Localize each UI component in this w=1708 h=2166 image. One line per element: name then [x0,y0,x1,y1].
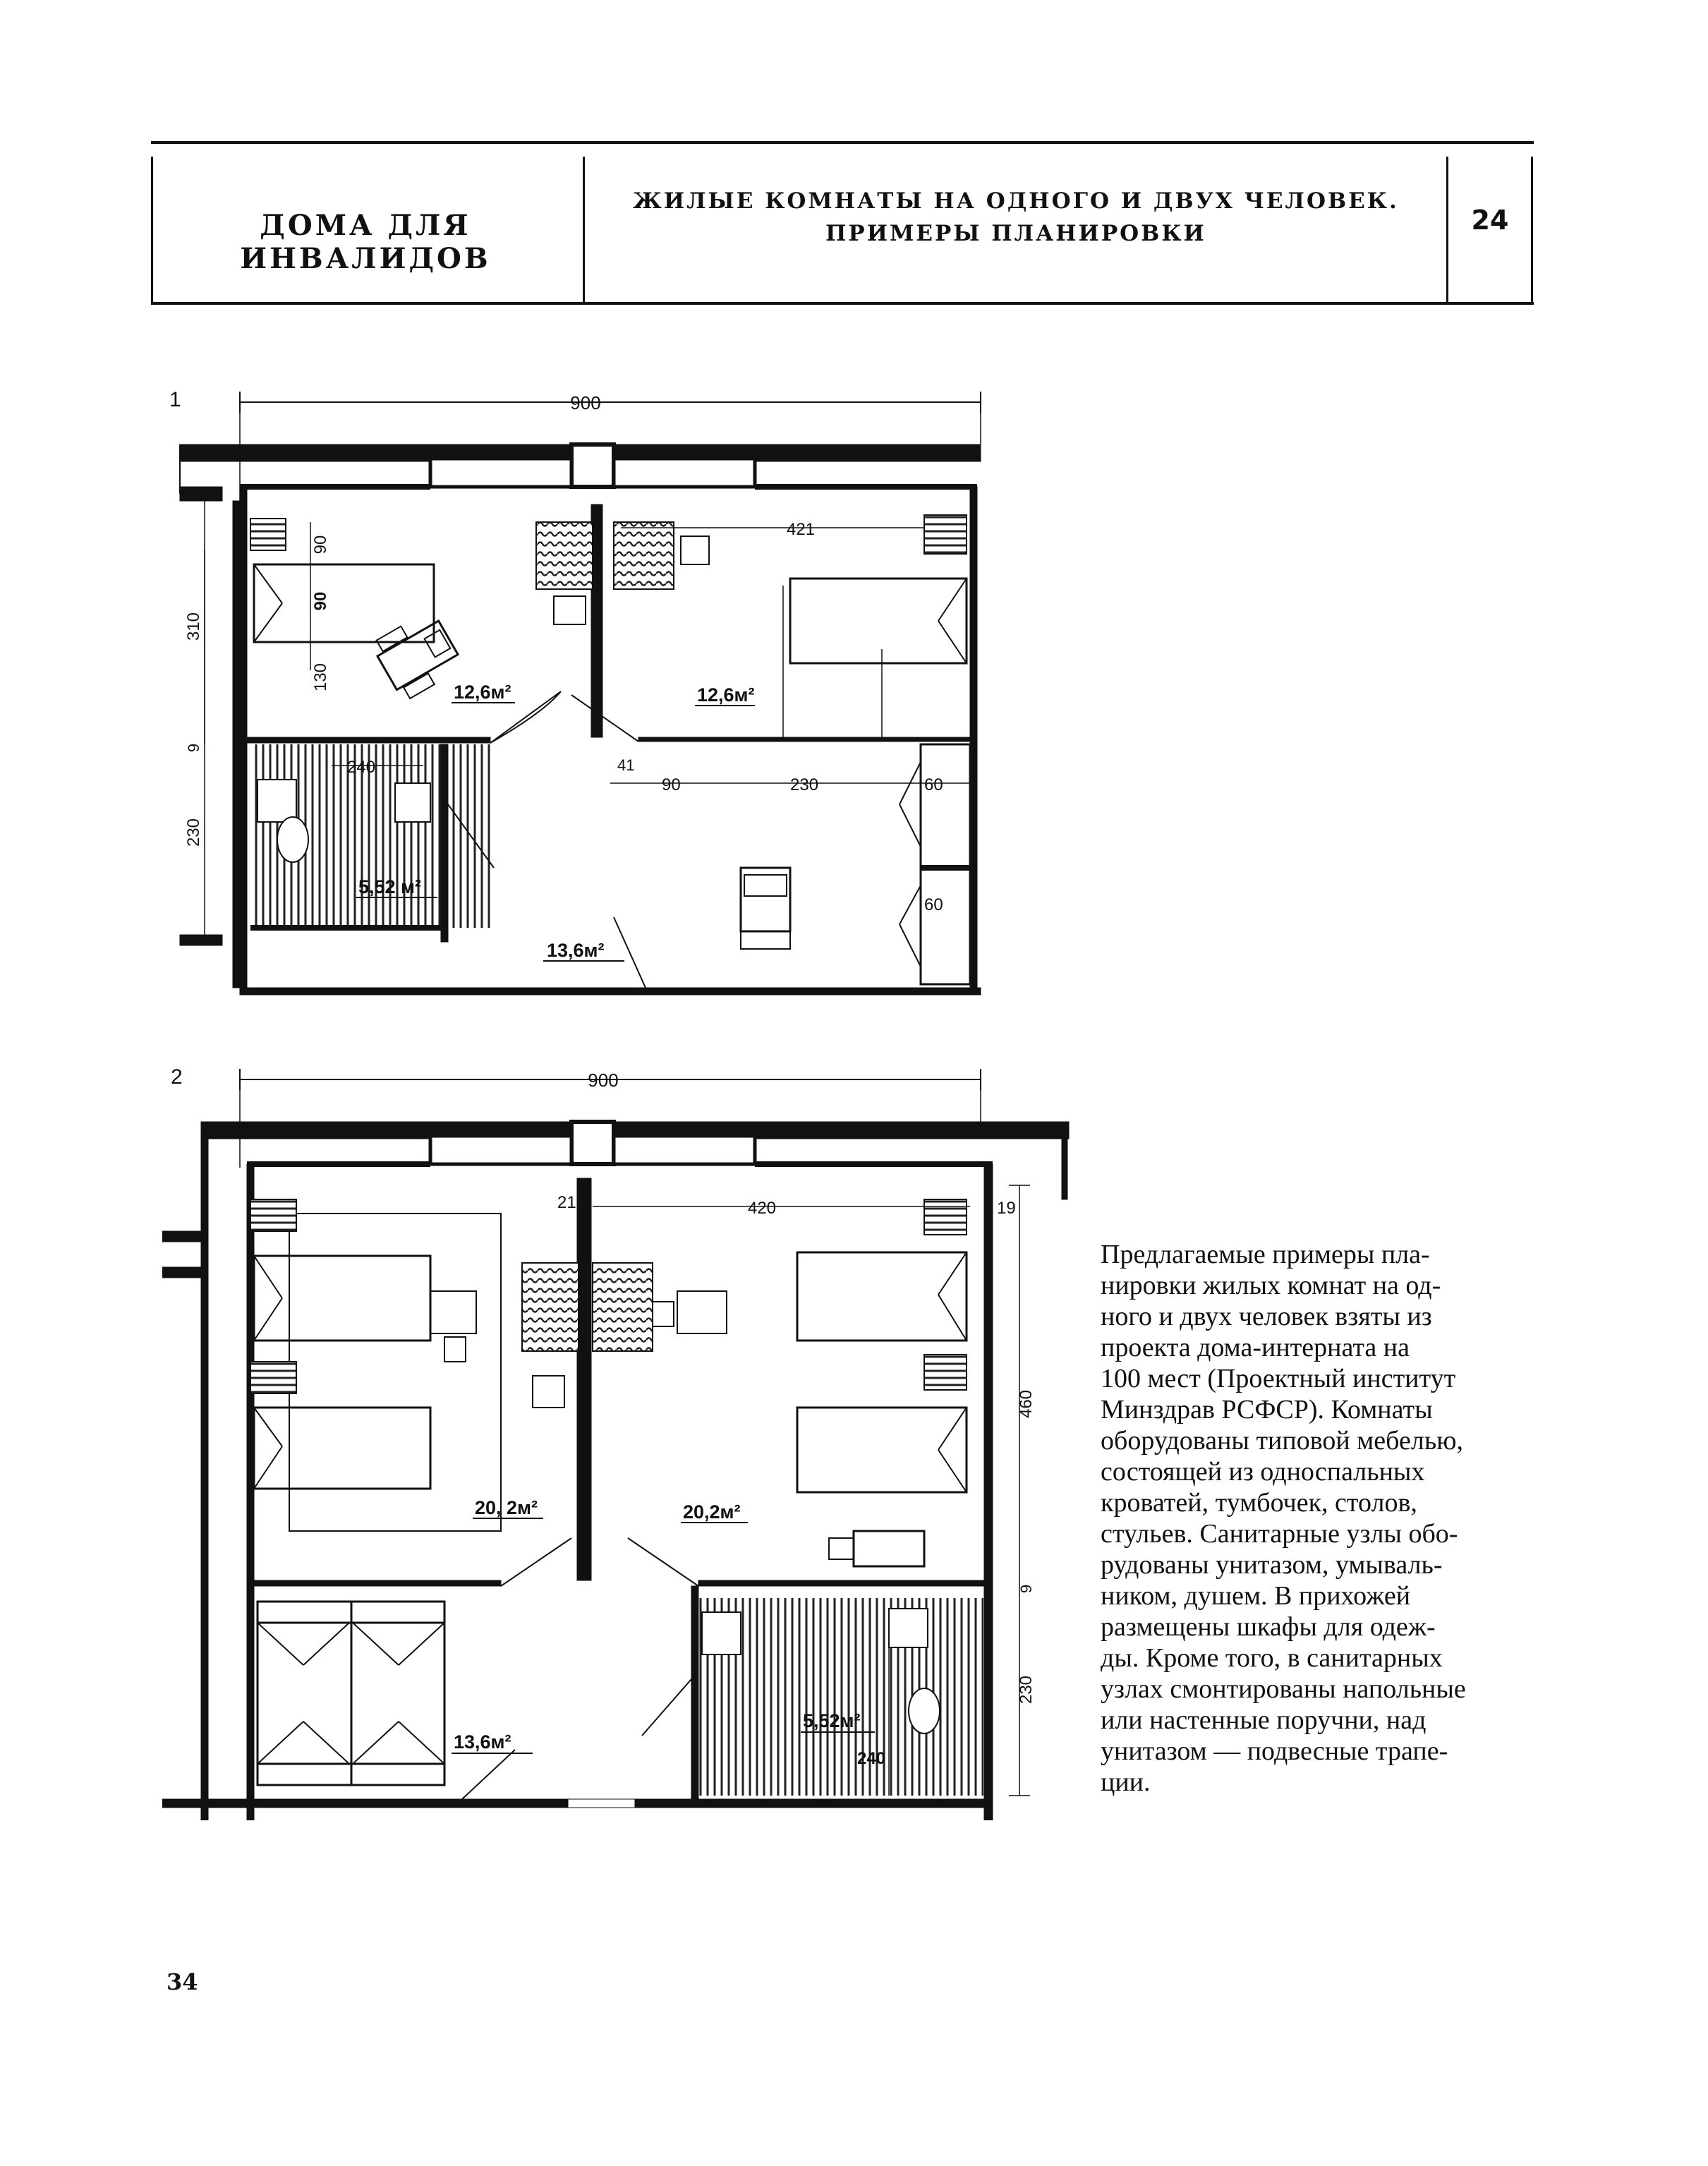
plan-1-dim-90-hall: 90 [662,775,681,794]
section-title: ДОМА ДЛЯ ИНВАЛИДОВ [240,209,491,275]
plan-1-area-room-right: 12,6м² [697,684,755,706]
plan-1-dim-230-hall: 230 [790,775,819,794]
plan-1-area-room-left: 12,6м² [454,682,511,703]
plan-1-dim-230: 230 [184,818,203,847]
plan-1-dim-310: 310 [184,612,203,641]
plan-2-area-hall: 13,6м² [454,1731,511,1753]
plan-2-area-room-right: 20,2м² [683,1501,741,1523]
floor-plan-1 [162,381,1079,1030]
floor-plan-1-drawing [162,381,1079,1030]
plan-2-dim-420: 420 [747,1199,777,1218]
plan-1-dim-90-bed: 90 [311,591,330,611]
plan-1-dim-421: 421 [786,520,816,539]
page-number: 34 [166,1968,198,1995]
plan-1-dim-60-top: 60 [924,775,943,794]
plan-2-width-dim: 900 [588,1070,619,1091]
floor-plan-2-drawing [162,1058,1079,1820]
description-text: Предлагаемые примеры пла- нировки жилых комнат на од- ного и двух человек взяты из проекта дома-интерната на 100 мест (Проектный институт Минздрав РСФСР). Комнаты оборудованы типовой мебелью, состоящей из односпальных кроватей, тумбочек, столов, стульев. Санитарные узлы обо- рудованы унитазом, умываль- ником, душем. В прихожей размещены шкафы для одеж- ды. Кроме того, в санитарных узлах смонтированы напольные или настенные поручни, над унитазом — подвесные трапе- ции. [1101,1240,1466,1797]
plan-1-area-bath: 5,52 м² [358,876,422,897]
plan-2-dim-19: 19 [997,1199,1016,1218]
plan-2-area-bath: 5,52м² [803,1710,861,1731]
plan-2-dim-230: 230 [1017,1675,1036,1705]
plan-1-dim-60-bottom: 60 [924,895,943,914]
plan-1-dim-41: 41 [617,756,635,774]
header-divider [151,157,153,302]
plan-1-dim-90: 90 [311,535,330,555]
header-divider [583,157,585,302]
plan-1-dim-9: 9 [185,743,202,753]
page-title-line-2: ПРИМЕРЫ ПЛАНИРОВКИ [825,221,1206,246]
page-title [593,185,1439,250]
plan-2-area-room-left: 20, 2м² [475,1497,538,1518]
plan-2-dim-21: 21 [557,1193,576,1212]
page-title-line-1: ЖИЛЫЕ КОМНАТЫ НА ОДНОГО И ДВУХ ЧЕЛОВЕК. [633,188,1399,214]
plan-1-dim-240: 240 [347,758,376,777]
plan-2-dim-460: 460 [1017,1389,1036,1419]
plan-2-dim-9: 9 [1017,1584,1035,1594]
plan-2-dim-240: 240 [857,1749,886,1768]
plan-1-dim-130: 130 [311,662,330,692]
plan-1-area-hall: 13,6м² [547,940,605,961]
floor-plan-2 [162,1058,1079,1820]
sheet-number: 24 [1471,205,1509,236]
plan-1-number: 1 [169,388,181,411]
plan-2-number: 2 [171,1065,183,1089]
plan-1-width-dim: 900 [570,392,601,413]
